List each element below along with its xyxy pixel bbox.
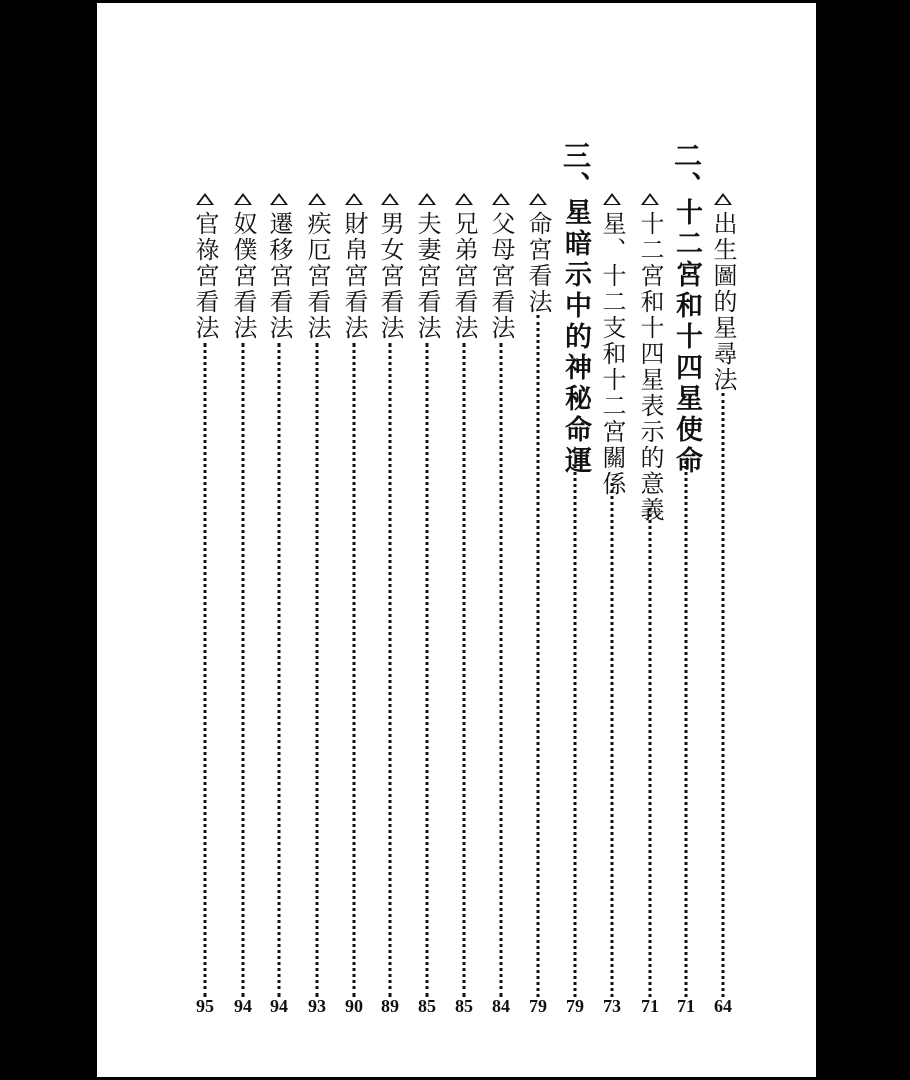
toc-section: [669, 3, 703, 1077]
dot-leader: [204, 343, 207, 997]
toc-entry: [337, 3, 371, 1077]
dot-leader: [537, 315, 540, 997]
toc-section-title: 十二宮和十四星使命: [671, 198, 702, 477]
toc-entry: [188, 3, 222, 1077]
toc-page-number: 73: [603, 996, 621, 1016]
triangle-bullet-icon: [714, 193, 732, 205]
dot-leader: [685, 461, 688, 997]
dot-leader: [463, 343, 466, 997]
toc-entry-title: 男女宮看法: [376, 211, 404, 341]
toc-entry-title: 官祿宮看法: [191, 211, 219, 341]
dot-leader: [722, 393, 725, 997]
toc-page-number: 93: [308, 996, 326, 1016]
toc-entry: [300, 3, 334, 1077]
toc-page-number: 84: [492, 996, 510, 1016]
triangle-bullet-icon: [492, 193, 510, 205]
toc-entry: [521, 3, 555, 1077]
book-page: [97, 3, 816, 1077]
dot-leader: [426, 343, 429, 997]
dot-leader: [574, 465, 577, 997]
toc-entry-title: 遷移宮看法: [265, 211, 293, 341]
toc-entry-title: 星、十二支和十二宮關係: [598, 211, 626, 497]
triangle-bullet-icon: [308, 193, 326, 205]
triangle-bullet-icon: [603, 193, 621, 205]
toc-page-number: 79: [566, 996, 584, 1016]
section-numeral: 二、: [670, 141, 703, 201]
triangle-bullet-icon: [270, 193, 288, 205]
toc-page-number: 71: [641, 996, 659, 1016]
triangle-bullet-icon: [418, 193, 436, 205]
toc-entry-title: 疾厄宮看法: [303, 211, 331, 341]
dot-leader: [500, 343, 503, 997]
toc-page-number: 85: [455, 996, 473, 1016]
toc-section: [558, 3, 592, 1077]
dot-leader: [278, 343, 281, 997]
toc-page-number: 85: [418, 996, 436, 1016]
dot-leader: [649, 508, 652, 997]
toc-page-number: 94: [234, 996, 252, 1016]
dot-leader: [611, 483, 614, 997]
dot-leader: [316, 343, 319, 997]
dot-leader: [242, 343, 245, 997]
toc-entry-title: 夫妻宮看法: [413, 211, 441, 341]
dot-leader: [353, 343, 356, 997]
triangle-bullet-icon: [641, 193, 659, 205]
toc-entry: [706, 3, 740, 1077]
toc-entry-title: 十二宮和十四星表示的意義: [636, 211, 664, 523]
toc-page-number: 90: [345, 996, 363, 1016]
toc-entry: [595, 3, 629, 1077]
triangle-bullet-icon: [529, 193, 547, 205]
toc-entry: [633, 3, 667, 1077]
toc-page-number: 71: [677, 996, 695, 1016]
toc-entry: [484, 3, 518, 1077]
triangle-bullet-icon: [234, 193, 252, 205]
triangle-bullet-icon: [455, 193, 473, 205]
toc-entry-title: 父母宮看法: [487, 211, 515, 341]
toc-entry: [447, 3, 481, 1077]
dot-leader: [389, 343, 392, 997]
toc-page-number: 79: [529, 996, 547, 1016]
toc-section-title: 星暗示中的神秘命運: [560, 198, 591, 477]
section-numeral: 三、: [559, 141, 592, 201]
triangle-bullet-icon: [345, 193, 363, 205]
toc-entry-title: 兄弟宮看法: [450, 211, 478, 341]
toc-entry: [226, 3, 260, 1077]
toc-entry: [410, 3, 444, 1077]
toc-page-number: 64: [714, 996, 732, 1016]
toc-entry-title: 財帛宮看法: [340, 211, 368, 341]
toc-entry: [373, 3, 407, 1077]
toc-entry-title: 奴僕宮看法: [229, 211, 257, 341]
toc-entry-title: 出生圖的星尋法: [709, 211, 737, 393]
toc-page-number: 95: [196, 996, 214, 1016]
toc-page-number: 89: [381, 996, 399, 1016]
toc-entry-title: 命宮看法: [524, 211, 552, 315]
triangle-bullet-icon: [196, 193, 214, 205]
triangle-bullet-icon: [381, 193, 399, 205]
toc-entry: [262, 3, 296, 1077]
toc-page-number: 94: [270, 996, 288, 1016]
